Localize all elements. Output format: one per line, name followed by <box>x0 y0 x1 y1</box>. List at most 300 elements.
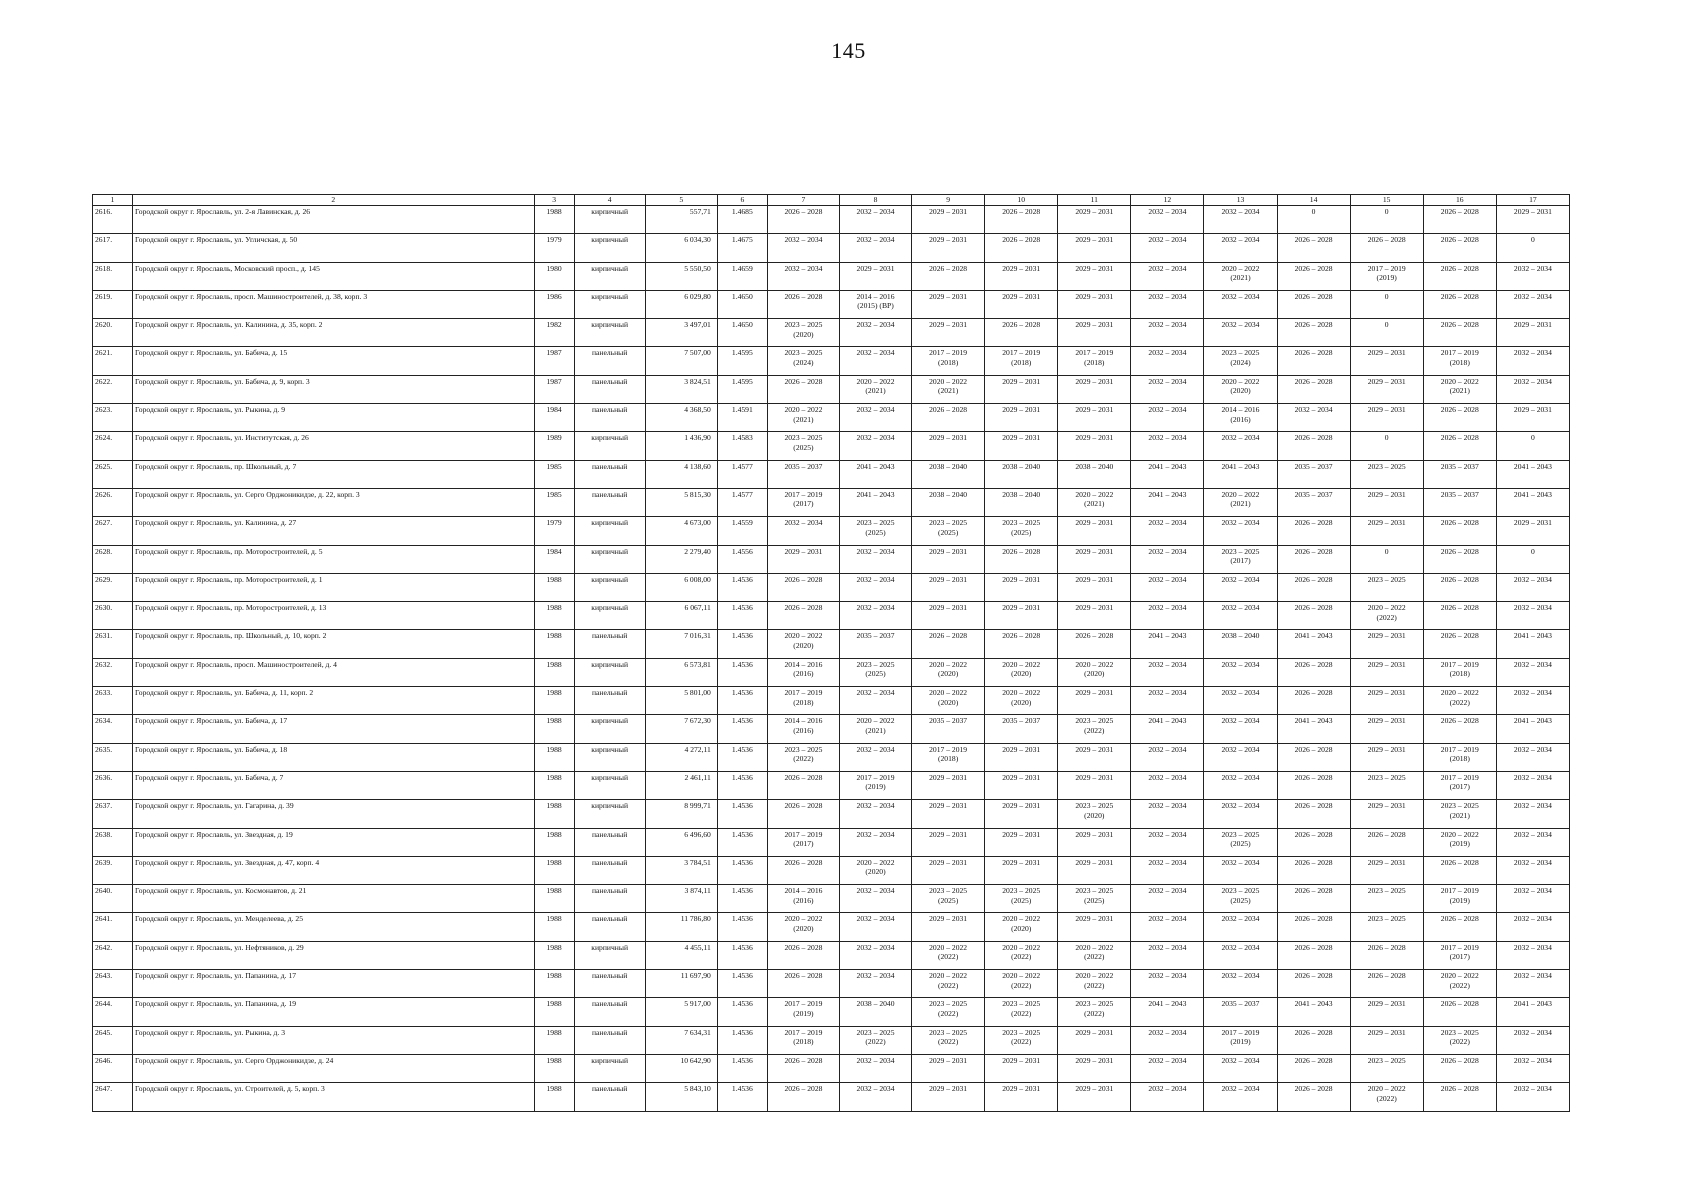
period-cell-13: 2032 – 2034 <box>1204 206 1277 234</box>
period-cell-12: 2032 – 2034 <box>1131 856 1204 884</box>
year-cell: 1985 <box>534 488 574 516</box>
table-row <box>93 545 1570 573</box>
table-body <box>93 206 1570 1112</box>
area-cell: 4 138,60 <box>645 460 717 488</box>
period-cell-12: 2032 – 2034 <box>1131 573 1204 601</box>
period-cell-15: 2029 – 2031 <box>1350 743 1423 771</box>
period-cell-17: 2029 – 2031 <box>1496 206 1569 234</box>
area-cell: 4 272,11 <box>645 743 717 771</box>
address-cell: Городской округ г. Ярославль, ул. Гагарина, д. 39 <box>133 800 535 828</box>
period-cell-13: 2032 – 2034 <box>1204 743 1277 771</box>
period-cell-10: 2029 – 2031 <box>985 602 1058 630</box>
row-number-cell: 2646. <box>93 1054 133 1082</box>
row-number-cell: 2642. <box>93 941 133 969</box>
area-cell: 11 697,90 <box>645 970 717 998</box>
period-cell-16: 2026 – 2028 <box>1423 234 1496 262</box>
wall-material-cell: панельный <box>574 460 645 488</box>
period-cell-7: 2017 – 2019 (2017) <box>767 488 839 516</box>
period-cell-12: 2032 – 2034 <box>1131 658 1204 686</box>
period-cell-17: 2032 – 2034 <box>1496 885 1569 913</box>
period-cell-11: 2029 – 2031 <box>1058 432 1131 460</box>
period-cell-7: 2017 – 2019 (2018) <box>767 687 839 715</box>
row-number-cell: 2630. <box>93 602 133 630</box>
row-number-cell: 2623. <box>93 404 133 432</box>
address-cell: Городской округ г. Ярославль, ул. Бабича, д. 15 <box>133 347 535 375</box>
period-cell-7: 2026 – 2028 <box>767 856 839 884</box>
coefficient-cell: 1.4675 <box>717 234 767 262</box>
coefficient-cell: 1.4577 <box>717 460 767 488</box>
period-cell-8: 2032 – 2034 <box>839 1083 911 1111</box>
period-cell-7: 2032 – 2034 <box>767 234 839 262</box>
column-number-11: 11 <box>1058 195 1131 206</box>
table-row <box>93 206 1570 234</box>
period-cell-7: 2026 – 2028 <box>767 941 839 969</box>
period-cell-9: 2029 – 2031 <box>912 573 985 601</box>
row-number-cell: 2620. <box>93 319 133 347</box>
period-cell-16: 2026 – 2028 <box>1423 715 1496 743</box>
period-cell-7: 2017 – 2019 (2018) <box>767 1026 839 1054</box>
period-cell-12: 2032 – 2034 <box>1131 262 1204 290</box>
table-row <box>93 1083 1570 1111</box>
period-cell-15: 0 <box>1350 545 1423 573</box>
period-cell-14: 2026 – 2028 <box>1277 347 1350 375</box>
period-cell-11: 2029 – 2031 <box>1058 262 1131 290</box>
period-cell-10: 2026 – 2028 <box>985 206 1058 234</box>
address-cell: Городской округ г. Ярославль, ул. Серго Орджоникидзе, д. 22, корп. 3 <box>133 488 535 516</box>
period-cell-7: 2014 – 2016 (2016) <box>767 885 839 913</box>
period-cell-17: 2032 – 2034 <box>1496 970 1569 998</box>
coefficient-cell: 1.4536 <box>717 687 767 715</box>
address-cell: Городской округ г. Ярославль, ул. Звездная, д. 19 <box>133 828 535 856</box>
area-cell: 557,71 <box>645 206 717 234</box>
period-cell-16: 2026 – 2028 <box>1423 404 1496 432</box>
wall-material-cell: панельный <box>574 1083 645 1111</box>
period-cell-10: 2026 – 2028 <box>985 630 1058 658</box>
period-cell-15: 0 <box>1350 206 1423 234</box>
period-cell-11: 2023 – 2025 (2022) <box>1058 998 1131 1026</box>
coefficient-cell: 1.4536 <box>717 743 767 771</box>
period-cell-17: 2032 – 2034 <box>1496 290 1569 318</box>
period-cell-17: 2032 – 2034 <box>1496 828 1569 856</box>
address-cell: Городской округ г. Ярославль, ул. Космонавтов, д. 21 <box>133 885 535 913</box>
period-cell-9: 2020 – 2022 (2022) <box>912 970 985 998</box>
period-cell-14: 2026 – 2028 <box>1277 234 1350 262</box>
area-cell: 2 461,11 <box>645 771 717 799</box>
period-cell-13: 2038 – 2040 <box>1204 630 1277 658</box>
period-cell-7: 2020 – 2022 (2020) <box>767 630 839 658</box>
table-row <box>93 517 1570 545</box>
address-cell: Городской округ г. Ярославль, Московский просп., д. 145 <box>133 262 535 290</box>
coefficient-cell: 1.4556 <box>717 545 767 573</box>
period-cell-15: 2020 – 2022 (2022) <box>1350 1083 1423 1111</box>
period-cell-7: 2026 – 2028 <box>767 602 839 630</box>
period-cell-9: 2029 – 2031 <box>912 602 985 630</box>
period-cell-11: 2023 – 2025 (2025) <box>1058 885 1131 913</box>
period-cell-10: 2020 – 2022 (2022) <box>985 941 1058 969</box>
table-row <box>93 460 1570 488</box>
coefficient-cell: 1.4536 <box>717 1026 767 1054</box>
period-cell-15: 0 <box>1350 290 1423 318</box>
period-cell-12: 2032 – 2034 <box>1131 743 1204 771</box>
address-cell: Городской округ г. Ярославль, ул. Нефтяников, д. 29 <box>133 941 535 969</box>
year-cell: 1988 <box>534 856 574 884</box>
period-cell-15: 2029 – 2031 <box>1350 800 1423 828</box>
period-cell-11: 2023 – 2025 (2022) <box>1058 715 1131 743</box>
row-number-cell: 2618. <box>93 262 133 290</box>
area-cell: 4 673,00 <box>645 517 717 545</box>
period-cell-13: 2023 – 2025 (2025) <box>1204 828 1277 856</box>
period-cell-17: 2032 – 2034 <box>1496 771 1569 799</box>
year-cell: 1988 <box>534 998 574 1026</box>
period-cell-14: 2041 – 2043 <box>1277 998 1350 1026</box>
coefficient-cell: 1.4685 <box>717 206 767 234</box>
period-cell-16: 2026 – 2028 <box>1423 602 1496 630</box>
period-cell-8: 2032 – 2034 <box>839 885 911 913</box>
wall-material-cell: кирпичный <box>574 800 645 828</box>
row-number-cell: 2644. <box>93 998 133 1026</box>
period-cell-8: 2032 – 2034 <box>839 970 911 998</box>
period-cell-7: 2020 – 2022 (2021) <box>767 404 839 432</box>
period-cell-11: 2020 – 2022 (2020) <box>1058 658 1131 686</box>
address-cell: Городской округ г. Ярославль, ул. Папанина, д. 19 <box>133 998 535 1026</box>
period-cell-13: 2032 – 2034 <box>1204 319 1277 347</box>
period-cell-11: 2029 – 2031 <box>1058 828 1131 856</box>
area-cell: 7 016,31 <box>645 630 717 658</box>
wall-material-cell: кирпичный <box>574 432 645 460</box>
period-cell-11: 2029 – 2031 <box>1058 206 1131 234</box>
coefficient-cell: 1.4591 <box>717 404 767 432</box>
table-row <box>93 658 1570 686</box>
period-cell-9: 2017 – 2019 (2018) <box>912 347 985 375</box>
period-cell-8: 2035 – 2037 <box>839 630 911 658</box>
coefficient-cell: 1.4536 <box>717 998 767 1026</box>
period-cell-17: 2029 – 2031 <box>1496 404 1569 432</box>
area-cell: 1 436,90 <box>645 432 717 460</box>
column-number-16: 16 <box>1423 195 1496 206</box>
table-row <box>93 375 1570 403</box>
period-cell-14: 2026 – 2028 <box>1277 885 1350 913</box>
coefficient-cell: 1.4536 <box>717 1083 767 1111</box>
period-cell-12: 2032 – 2034 <box>1131 800 1204 828</box>
period-cell-10: 2023 – 2025 (2025) <box>985 517 1058 545</box>
period-cell-15: 2029 – 2031 <box>1350 856 1423 884</box>
period-cell-13: 2032 – 2034 <box>1204 771 1277 799</box>
period-cell-15: 2026 – 2028 <box>1350 941 1423 969</box>
year-cell: 1988 <box>534 658 574 686</box>
period-cell-14: 2035 – 2037 <box>1277 460 1350 488</box>
period-cell-15: 2023 – 2025 <box>1350 885 1423 913</box>
row-number-cell: 2645. <box>93 1026 133 1054</box>
period-cell-8: 2032 – 2034 <box>839 319 911 347</box>
page-number: 145 <box>831 38 866 63</box>
period-cell-9: 2017 – 2019 (2018) <box>912 743 985 771</box>
period-cell-13: 2032 – 2034 <box>1204 658 1277 686</box>
period-cell-12: 2041 – 2043 <box>1131 715 1204 743</box>
column-number-2: 2 <box>133 195 535 206</box>
period-cell-14: 2026 – 2028 <box>1277 771 1350 799</box>
period-cell-14: 0 <box>1277 206 1350 234</box>
period-cell-15: 2029 – 2031 <box>1350 517 1423 545</box>
period-cell-17: 2032 – 2034 <box>1496 856 1569 884</box>
period-cell-15: 2029 – 2031 <box>1350 347 1423 375</box>
period-cell-17: 2032 – 2034 <box>1496 602 1569 630</box>
period-cell-16: 2026 – 2028 <box>1423 998 1496 1026</box>
period-cell-12: 2041 – 2043 <box>1131 488 1204 516</box>
period-cell-8: 2032 – 2034 <box>839 404 911 432</box>
period-cell-8: 2032 – 2034 <box>839 347 911 375</box>
period-cell-13: 2032 – 2034 <box>1204 1054 1277 1082</box>
period-cell-16: 2026 – 2028 <box>1423 319 1496 347</box>
column-number-4: 4 <box>574 195 645 206</box>
period-cell-16: 2026 – 2028 <box>1423 432 1496 460</box>
period-cell-13: 2023 – 2025 (2025) <box>1204 885 1277 913</box>
period-cell-17: 2032 – 2034 <box>1496 347 1569 375</box>
period-cell-16: 2026 – 2028 <box>1423 630 1496 658</box>
wall-material-cell: кирпичный <box>574 1054 645 1082</box>
period-cell-7: 2023 – 2025 (2025) <box>767 432 839 460</box>
period-cell-12: 2032 – 2034 <box>1131 545 1204 573</box>
wall-material-cell: кирпичный <box>574 319 645 347</box>
table-row <box>93 262 1570 290</box>
year-cell: 1980 <box>534 262 574 290</box>
row-number-cell: 2627. <box>93 517 133 545</box>
period-cell-7: 2026 – 2028 <box>767 290 839 318</box>
period-cell-8: 2032 – 2034 <box>839 687 911 715</box>
period-cell-12: 2032 – 2034 <box>1131 771 1204 799</box>
period-cell-11: 2029 – 2031 <box>1058 290 1131 318</box>
year-cell: 1987 <box>534 375 574 403</box>
period-cell-12: 2032 – 2034 <box>1131 1083 1204 1111</box>
wall-material-cell: панельный <box>574 687 645 715</box>
period-cell-12: 2032 – 2034 <box>1131 828 1204 856</box>
column-number-8: 8 <box>839 195 911 206</box>
period-cell-11: 2029 – 2031 <box>1058 856 1131 884</box>
period-cell-9: 2029 – 2031 <box>912 828 985 856</box>
period-cell-13: 2023 – 2025 (2017) <box>1204 545 1277 573</box>
period-cell-17: 2029 – 2031 <box>1496 517 1569 545</box>
period-cell-16: 2017 – 2019 (2018) <box>1423 658 1496 686</box>
period-cell-9: 2029 – 2031 <box>912 319 985 347</box>
period-cell-17: 2032 – 2034 <box>1496 1054 1569 1082</box>
period-cell-10: 2029 – 2031 <box>985 800 1058 828</box>
period-cell-12: 2041 – 2043 <box>1131 630 1204 658</box>
wall-material-cell: панельный <box>574 828 645 856</box>
wall-material-cell: кирпичный <box>574 602 645 630</box>
period-cell-11: 2029 – 2031 <box>1058 1083 1131 1111</box>
period-cell-7: 2023 – 2025 (2022) <box>767 743 839 771</box>
period-cell-14: 2026 – 2028 <box>1277 856 1350 884</box>
row-number-cell: 2628. <box>93 545 133 573</box>
period-cell-8: 2014 – 2016 (2015) (ВР) <box>839 290 911 318</box>
coefficient-cell: 1.4536 <box>717 800 767 828</box>
period-cell-11: 2020 – 2022 (2022) <box>1058 941 1131 969</box>
coefficient-cell: 1.4577 <box>717 488 767 516</box>
coefficient-cell: 1.4536 <box>717 941 767 969</box>
wall-material-cell: панельный <box>574 404 645 432</box>
period-cell-11: 2029 – 2031 <box>1058 319 1131 347</box>
period-cell-15: 2029 – 2031 <box>1350 715 1423 743</box>
period-cell-9: 2023 – 2025 (2025) <box>912 885 985 913</box>
period-cell-7: 2023 – 2025 (2020) <box>767 319 839 347</box>
period-cell-9: 2023 – 2025 (2022) <box>912 1026 985 1054</box>
period-cell-10: 2023 – 2025 (2022) <box>985 1026 1058 1054</box>
address-cell: Городской округ г. Ярославль, ул. Строителей, д. 5, корп. 3 <box>133 1083 535 1111</box>
period-cell-14: 2026 – 2028 <box>1277 602 1350 630</box>
table-row <box>93 630 1570 658</box>
period-cell-15: 0 <box>1350 432 1423 460</box>
area-cell: 6 034,30 <box>645 234 717 262</box>
period-cell-11: 2029 – 2031 <box>1058 1026 1131 1054</box>
coefficient-cell: 1.4659 <box>717 262 767 290</box>
area-cell: 4 455,11 <box>645 941 717 969</box>
wall-material-cell: кирпичный <box>574 545 645 573</box>
period-cell-9: 2026 – 2028 <box>912 262 985 290</box>
period-cell-7: 2023 – 2025 (2024) <box>767 347 839 375</box>
period-cell-10: 2029 – 2031 <box>985 1083 1058 1111</box>
period-cell-14: 2026 – 2028 <box>1277 800 1350 828</box>
period-cell-16: 2035 – 2037 <box>1423 488 1496 516</box>
address-cell: Городской округ г. Ярославль, ул. Калинина, д. 27 <box>133 517 535 545</box>
period-cell-12: 2032 – 2034 <box>1131 290 1204 318</box>
period-cell-17: 2041 – 2043 <box>1496 715 1569 743</box>
period-cell-12: 2032 – 2034 <box>1131 517 1204 545</box>
address-cell: Городской округ г. Ярославль, пр. Школьный, д. 7 <box>133 460 535 488</box>
period-cell-10: 2038 – 2040 <box>985 488 1058 516</box>
period-cell-14: 2026 – 2028 <box>1277 743 1350 771</box>
year-cell: 1988 <box>534 743 574 771</box>
period-cell-9: 2029 – 2031 <box>912 800 985 828</box>
period-cell-15: 2029 – 2031 <box>1350 375 1423 403</box>
wall-material-cell: панельный <box>574 856 645 884</box>
area-cell: 5 843,10 <box>645 1083 717 1111</box>
period-cell-9: 2029 – 2031 <box>912 290 985 318</box>
period-cell-17: 0 <box>1496 545 1569 573</box>
coefficient-cell: 1.4536 <box>717 1054 767 1082</box>
period-cell-10: 2029 – 2031 <box>985 375 1058 403</box>
period-cell-11: 2038 – 2040 <box>1058 460 1131 488</box>
period-cell-13: 2020 – 2022 (2021) <box>1204 488 1277 516</box>
period-cell-16: 2026 – 2028 <box>1423 913 1496 941</box>
period-cell-12: 2032 – 2034 <box>1131 970 1204 998</box>
period-cell-14: 2026 – 2028 <box>1277 970 1350 998</box>
table-row <box>93 234 1570 262</box>
period-cell-12: 2032 – 2034 <box>1131 1054 1204 1082</box>
period-cell-17: 2032 – 2034 <box>1496 1083 1569 1111</box>
wall-material-cell: кирпичный <box>574 573 645 601</box>
column-number-row <box>93 195 1570 206</box>
coefficient-cell: 1.4595 <box>717 375 767 403</box>
period-cell-14: 2026 – 2028 <box>1277 319 1350 347</box>
address-cell: Городской округ г. Ярославль, ул. Рыкина, д. 9 <box>133 404 535 432</box>
address-cell: Городской округ г. Ярославль, ул. Калинина, д. 35, корп. 2 <box>133 319 535 347</box>
coefficient-cell: 1.4536 <box>717 573 767 601</box>
period-cell-9: 2023 – 2025 (2022) <box>912 998 985 1026</box>
row-number-cell: 2625. <box>93 460 133 488</box>
column-number-7: 7 <box>767 195 839 206</box>
period-cell-17: 2032 – 2034 <box>1496 743 1569 771</box>
period-cell-14: 2026 – 2028 <box>1277 687 1350 715</box>
wall-material-cell: панельный <box>574 488 645 516</box>
year-cell: 1988 <box>534 800 574 828</box>
period-cell-17: 2032 – 2034 <box>1496 941 1569 969</box>
period-cell-13: 2032 – 2034 <box>1204 1083 1277 1111</box>
period-cell-16: 2026 – 2028 <box>1423 290 1496 318</box>
period-cell-16: 2023 – 2025 (2022) <box>1423 1026 1496 1054</box>
period-cell-12: 2032 – 2034 <box>1131 941 1204 969</box>
period-cell-8: 2032 – 2034 <box>839 432 911 460</box>
wall-material-cell: кирпичный <box>574 517 645 545</box>
period-cell-12: 2032 – 2034 <box>1131 432 1204 460</box>
period-cell-12: 2041 – 2043 <box>1131 460 1204 488</box>
year-cell: 1979 <box>534 517 574 545</box>
column-number-15: 15 <box>1350 195 1423 206</box>
period-cell-13: 2020 – 2022 (2021) <box>1204 262 1277 290</box>
period-cell-17: 2032 – 2034 <box>1496 658 1569 686</box>
wall-material-cell: кирпичный <box>574 941 645 969</box>
period-cell-12: 2032 – 2034 <box>1131 913 1204 941</box>
row-number-cell: 2622. <box>93 375 133 403</box>
area-cell: 5 815,30 <box>645 488 717 516</box>
area-cell: 7 672,30 <box>645 715 717 743</box>
wall-material-cell: кирпичный <box>574 234 645 262</box>
period-cell-14: 2026 – 2028 <box>1277 658 1350 686</box>
period-cell-16: 2020 – 2022 (2019) <box>1423 828 1496 856</box>
period-cell-11: 2029 – 2031 <box>1058 771 1131 799</box>
table-row <box>93 347 1570 375</box>
year-cell: 1984 <box>534 545 574 573</box>
year-cell: 1988 <box>534 573 574 601</box>
period-cell-13: 2017 – 2019 (2019) <box>1204 1026 1277 1054</box>
period-cell-11: 2029 – 2031 <box>1058 517 1131 545</box>
coefficient-cell: 1.4536 <box>717 970 767 998</box>
period-cell-8: 2020 – 2022 (2021) <box>839 375 911 403</box>
period-cell-10: 2035 – 2037 <box>985 715 1058 743</box>
period-cell-16: 2017 – 2019 (2018) <box>1423 347 1496 375</box>
period-cell-7: 2026 – 2028 <box>767 771 839 799</box>
year-cell: 1988 <box>534 602 574 630</box>
column-number-5: 5 <box>645 195 717 206</box>
period-cell-13: 2032 – 2034 <box>1204 970 1277 998</box>
period-cell-15: 2029 – 2031 <box>1350 488 1423 516</box>
period-cell-16: 2026 – 2028 <box>1423 573 1496 601</box>
wall-material-cell: панельный <box>574 347 645 375</box>
coefficient-cell: 1.4650 <box>717 290 767 318</box>
period-cell-17: 2029 – 2031 <box>1496 319 1569 347</box>
period-cell-7: 2020 – 2022 (2020) <box>767 913 839 941</box>
address-cell: Городской округ г. Ярославль, ул. Бабича, д. 7 <box>133 771 535 799</box>
period-cell-7: 2035 – 2037 <box>767 460 839 488</box>
period-cell-7: 2032 – 2034 <box>767 517 839 545</box>
row-number-cell: 2631. <box>93 630 133 658</box>
period-cell-7: 2014 – 2016 (2016) <box>767 658 839 686</box>
period-cell-17: 2032 – 2034 <box>1496 262 1569 290</box>
period-cell-11: 2020 – 2022 (2022) <box>1058 970 1131 998</box>
period-cell-15: 2029 – 2031 <box>1350 687 1423 715</box>
coefficient-cell: 1.4536 <box>717 828 767 856</box>
period-cell-11: 2017 – 2019 (2018) <box>1058 347 1131 375</box>
wall-material-cell: кирпичный <box>574 771 645 799</box>
period-cell-12: 2032 – 2034 <box>1131 885 1204 913</box>
period-cell-8: 2017 – 2019 (2019) <box>839 771 911 799</box>
period-cell-10: 2029 – 2031 <box>985 828 1058 856</box>
period-cell-8: 2032 – 2034 <box>839 234 911 262</box>
address-cell: Городской округ г. Ярославль, ул. Звездная, д. 47, корп. 4 <box>133 856 535 884</box>
period-cell-14: 2035 – 2037 <box>1277 488 1350 516</box>
period-cell-16: 2035 – 2037 <box>1423 460 1496 488</box>
column-number-12: 12 <box>1131 195 1204 206</box>
period-cell-8: 2032 – 2034 <box>839 206 911 234</box>
period-cell-7: 2026 – 2028 <box>767 573 839 601</box>
